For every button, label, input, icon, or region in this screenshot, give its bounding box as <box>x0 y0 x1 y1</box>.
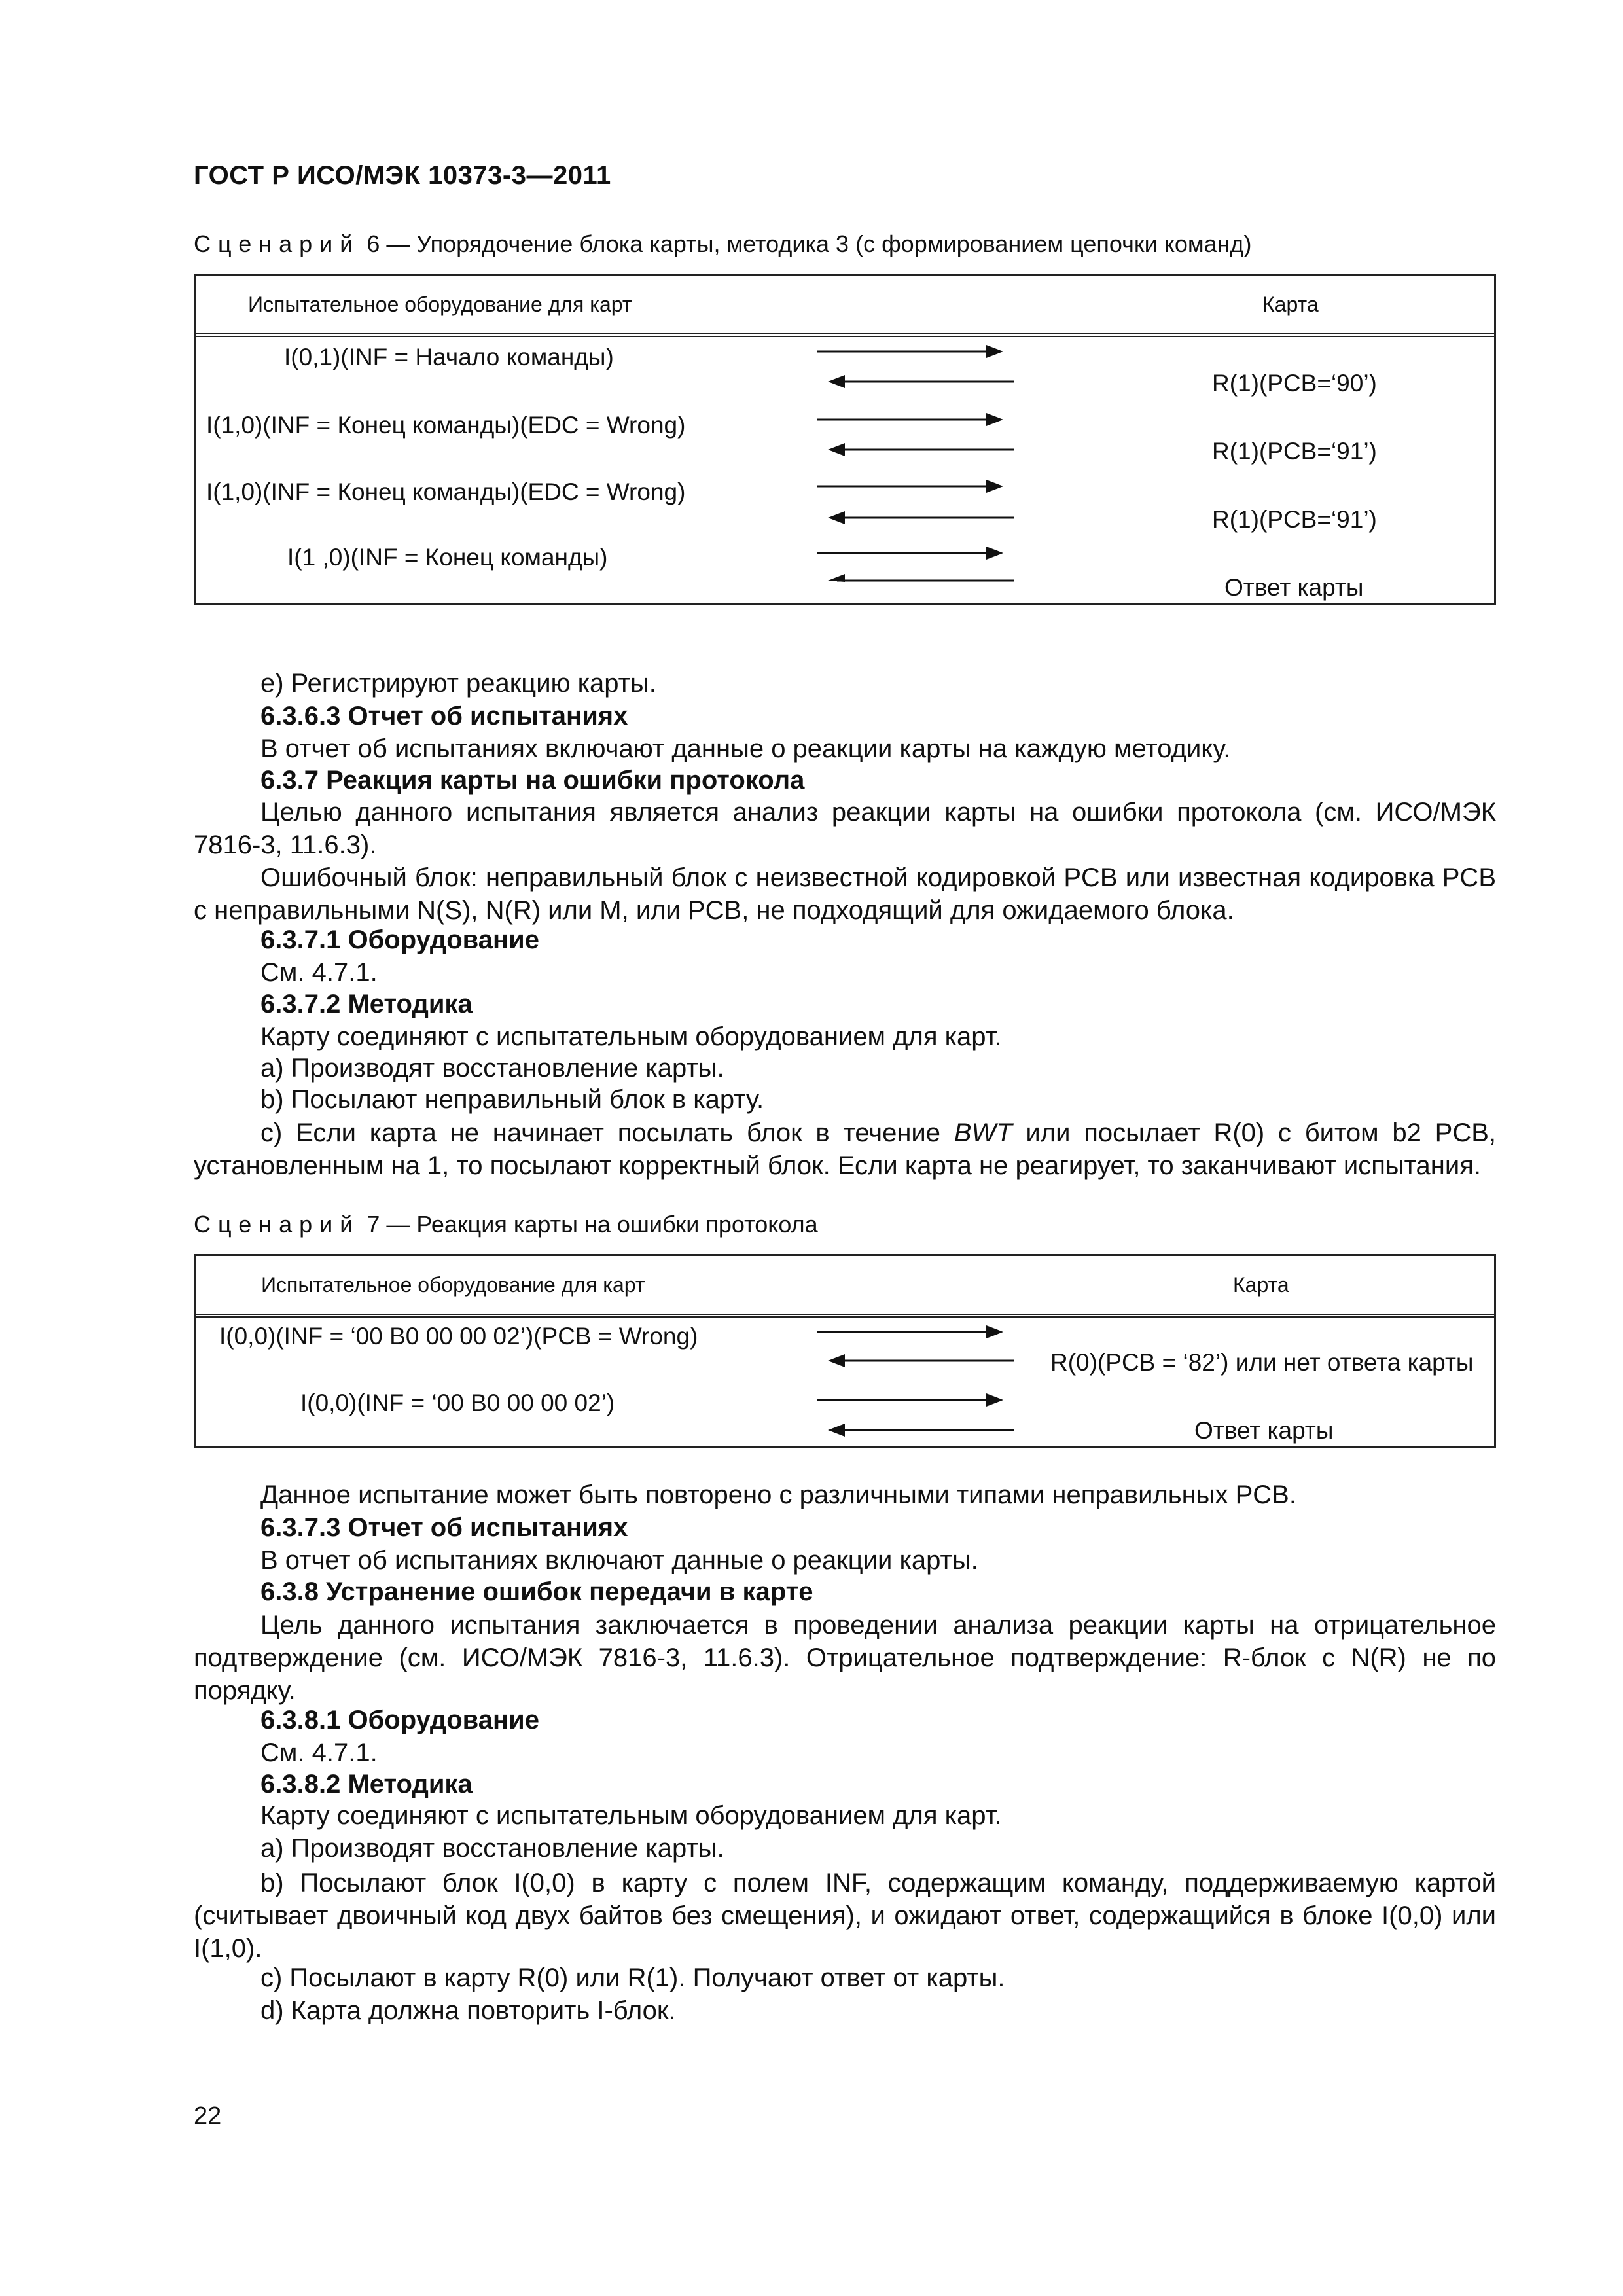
method-step-c: c) Посылают в карту R(0) или R(1). Получают ответ от карты. <box>260 1964 1005 1992</box>
step-a: a) Производят восстановление карты. <box>260 1054 724 1083</box>
para-6-3-7-3: В отчет об испытаниях включают данные о реакции карты. <box>260 1546 978 1575</box>
bwt-term: BWT <box>954 1119 1012 1147</box>
scenario-6-caption-text: 6 — Упорядочение блока карты, методика 3 (с формированием цепочки команд) <box>360 230 1252 257</box>
scenario-7-row-1-command: I(0,0)(INF = ‘00 B0 00 00 02’)(PCB = Wrong) <box>219 1323 698 1350</box>
heading-6-3-7-1: 6.3.7.1 Оборудование <box>260 925 539 954</box>
para-repeat-test: Данное испытание может быть повторено с различными типами неправильных PCB. <box>260 1480 1296 1509</box>
col-header-card: Карта <box>1262 293 1319 316</box>
para-6-3-8: Цель данного испытания заключается в проведении анализа реакции карты на отрицательное подтверждение (см. ИСО/МЭК 7816-3, 11.6.3). Отрицательное подтверждение: R-блок с N(R) не по порядку. <box>194 1611 1496 1705</box>
method-step-b: b) Посылают блок I(0,0) в карту с полем INF, содержащим команду, поддерживаемую картой (считывает двоичный код двух байтов без смещения), и ожидают ответ, содержащийся в блоке I(0,0) или I(1,0). <box>194 1869 1496 1963</box>
para-6-3-6-3: В отчет об испытаниях включают данные о реакции карты на каждую методику. <box>260 734 1231 763</box>
step-c <box>194 1117 1496 1182</box>
scenario-6-caption <box>194 230 1252 258</box>
scenario-6-prefix: Сценарий <box>194 230 361 257</box>
heading-6-3-8-2: 6.3.8.2 Методика <box>260 1770 473 1799</box>
para-6-3-7-1: См. 4.7.1. <box>260 958 378 987</box>
para-6-3-8-2: Карту соединяют с испытательным оборудованием для карт. <box>260 1801 1002 1830</box>
scenario-6-exchange-arrows <box>817 341 1014 583</box>
para-6-3-7-error-block: Ошибочный блок: неправильный блок с неизвестной кодировкой PCB или известная кодировка PCB с неправильными N(S), N(R) или M, или PCB, не подходящий для ожидаемого блока. <box>194 863 1496 925</box>
step-b: b) Посылают неправильный блок в карту. <box>260 1085 764 1114</box>
step-e: е) Регистрируют реакцию карты. <box>260 669 656 698</box>
para-6-3-8-1: См. 4.7.1. <box>260 1738 378 1767</box>
document-header: ГОСТ Р ИСО/МЭК 10373-3—2011 <box>194 161 611 190</box>
scenario-6-table <box>194 274 1496 605</box>
scenario-6-row-3-response: R(1)(PCB=‘91’) <box>1212 506 1377 533</box>
heading-6-3-7-3: 6.3.7.3 Отчет об испытаниях <box>260 1513 628 1542</box>
scenario-7-exchange-arrows <box>817 1321 1014 1439</box>
heading-6-3-8: 6.3.8 Устранение ошибок передачи в карте <box>260 1577 813 1606</box>
scenario-6-row-4-response: Ответ карты <box>1224 574 1364 601</box>
col-header-test-equipment: Испытательное оборудование для карт <box>248 293 632 316</box>
para-6-3-7: Целью данного испытания является анализ реакции карты на ошибки протокола (см. ИСО/МЭК 7816-3, 11.6.3). <box>194 798 1496 859</box>
scenario-6-row-4-command: I(1 ,0)(INF = Конец команды) <box>287 544 608 571</box>
step-c-text-start: с) Если карта не начинает посылать блок в течение <box>260 1119 954 1147</box>
heading-6-3-7-2: 6.3.7.2 Методика <box>260 990 473 1018</box>
scenario-6-row-1-command: I(0,1)(INF = Начало команды) <box>284 344 614 370</box>
method-step-a: a) Производят восстановление карты. <box>260 1834 724 1863</box>
col-header-card: Карта <box>1233 1273 1289 1297</box>
page-number: 22 <box>194 2102 222 2130</box>
heading-6-3-8-1: 6.3.8.1 Оборудование <box>260 1706 539 1734</box>
scenario-7-row-1-response: R(0)(PCB = ‘82’) или нет ответа карты <box>1050 1349 1474 1376</box>
scenario-6-row-2-response: R(1)(PCB=‘91’) <box>1212 438 1377 465</box>
scenario-7-prefix: Сценарий <box>194 1211 361 1238</box>
col-header-test-equipment: Испытательное оборудование для карт <box>261 1273 645 1297</box>
scenario-7-table <box>194 1254 1496 1448</box>
step-c-text-end: или посылает R(0) с битом b2 PCB, установленным на 1, то посылают корректный блок. Если карта не реагирует, то заканчивают испытания. <box>194 1119 1497 1180</box>
scenario-7-table-header <box>196 1256 1494 1318</box>
scenario-7-row-2-command: I(0,0)(INF = ‘00 B0 00 00 02’) <box>300 1390 615 1416</box>
scenario-6-row-1-response: R(1)(PCB=‘90’) <box>1212 370 1377 397</box>
scenario-6-row-3-command: I(1,0)(INF = Конец команды)(EDC = Wrong) <box>206 478 686 505</box>
heading-6-3-7: 6.3.7 Реакция карты на ошибки протокола <box>260 766 805 795</box>
heading-6-3-6-3: 6.3.6.3 Отчет об испытаниях <box>260 702 628 730</box>
scenario-6-row-2-command: I(1,0)(INF = Конец команды)(EDC = Wrong) <box>206 412 686 439</box>
scenario-6-table-header <box>196 276 1494 337</box>
method-step-d: d) Карта должна повторить I-блок. <box>260 1996 676 2025</box>
para-6-3-7-2: Карту соединяют с испытательным оборудованием для карт. <box>260 1022 1002 1051</box>
scenario-7-row-2-response: Ответ карты <box>1194 1417 1334 1444</box>
scenario-7-caption-text: 7 — Реакция карты на ошибки протокола <box>360 1211 818 1238</box>
scenario-7-caption <box>194 1211 818 1238</box>
